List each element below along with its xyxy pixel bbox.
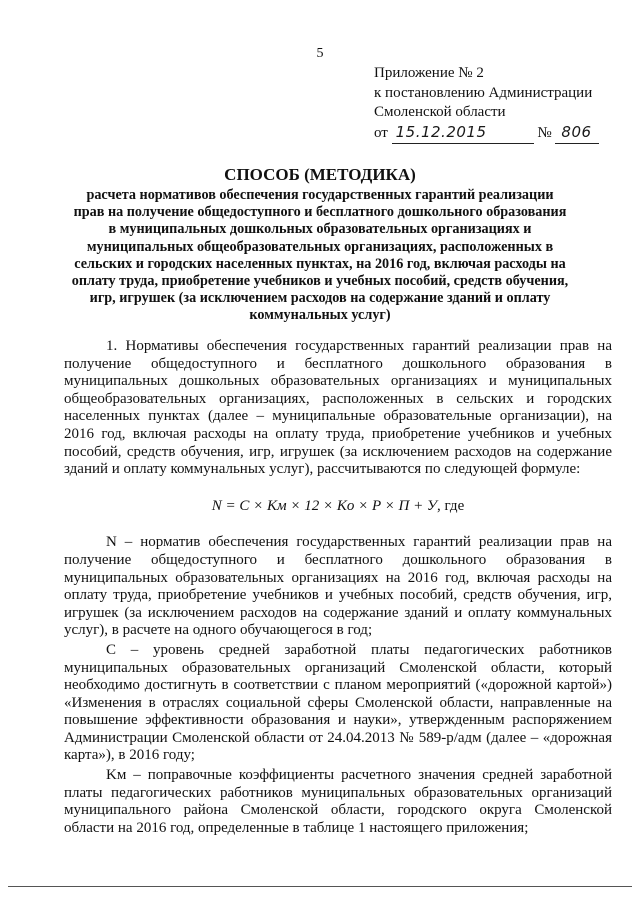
annex-line-1: Приложение № 2 [374,65,484,81]
document-subtitle: расчета нормативов обеспечения государственных гарантий реализации прав на получение общедоступного и бесплатного дошкольного образования в муниципальных дошкольных образовательных организациях и муниципальных общеобразовательных организациях, расположенных в сельских и городских населенных пунктах, на 2016 год, включая расходы на оплату труда, приобретение учебников и учебных пособий, средств обучения, игр, игрушек (за исключением расходов на содержание зданий и оплату коммунальных услуг) [71,187,569,324]
document-title: СПОСОБ (МЕТОДИКА) [224,165,416,184]
handwritten-date: 15.12.2015 [395,122,487,141]
number-field [555,123,599,145]
formula [64,498,612,516]
formula-suffix: , где [437,497,465,514]
annex-line-2: к постановлению Администрации [374,84,593,101]
document-body [64,338,612,837]
paragraph-definition-km: Kм – поправочные коэффициенты расчетного значения средней заработной платы педагогических работников муниципальных образовательных организаций муниципального района Смоленской области, городского округа Смоленской области на 2016 год, определенные в таблице 1 настоящего приложения; [64,767,612,836]
paragraph-definition-n: N – норматив обеспечения государственных гарантий реализации прав на получение общедоступного и бесплатного дошкольного образования в муниципальных образовательных организациях на 2016 год, включая расходы на оплату труда, приобретение учебников и учебных пособий, средств обучения, игр, игрушек (за исключением расходов на содержание зданий и оплату коммунальных услуг), в расчете на одного обучающегося в год; [64,534,612,639]
bottom-rule [8,886,632,887]
handwritten-number: 806 [561,122,592,141]
annex-date-line [374,123,599,145]
number-prefix: № [537,124,552,141]
date-prefix: от [374,124,388,141]
formula-expression: N = C × Kм × 12 × Ko × P × П + У [211,497,438,514]
page-number: 5 [316,46,324,61]
paragraph-1: 1. Нормативы обеспечения государственных гарантий реализации прав на получение общедоступного и бесплатного дошкольного образования в муниципальных дошкольных образовательных организациях и муниципальных общеобразовательных организациях, расположенных в сельских и городских населенных пунктах (далее – муниципальные образовательные организации), на 2016 год, включая расходы на оплату труда, приобретение учебников и учебных пособий, средств обучения, игр, игрушек (за исключением расходов на содержание зданий и оплату коммунальных услуг), рассчитываются по следующей формуле: [64,338,612,478]
annex-line-3: Смоленской области [374,104,506,120]
date-field [392,123,534,145]
paragraph-definition-c: С – уровень средней заработной платы педагогических работников муниципальных образовательных организаций Смоленской области, который необходимо достигнуть в соответствии с планом мероприятий («дорожной картой») «Изменения в отраслях социальной сферы Смоленской области, направленные на повышение эффективности образования и науки», утвержденным распоряжением Администрации Смоленской области от 24.04.2013 № 589-р/адм (далее – «дорожная карта»), в 2016 году; [64,641,612,764]
annex-header [374,64,599,144]
